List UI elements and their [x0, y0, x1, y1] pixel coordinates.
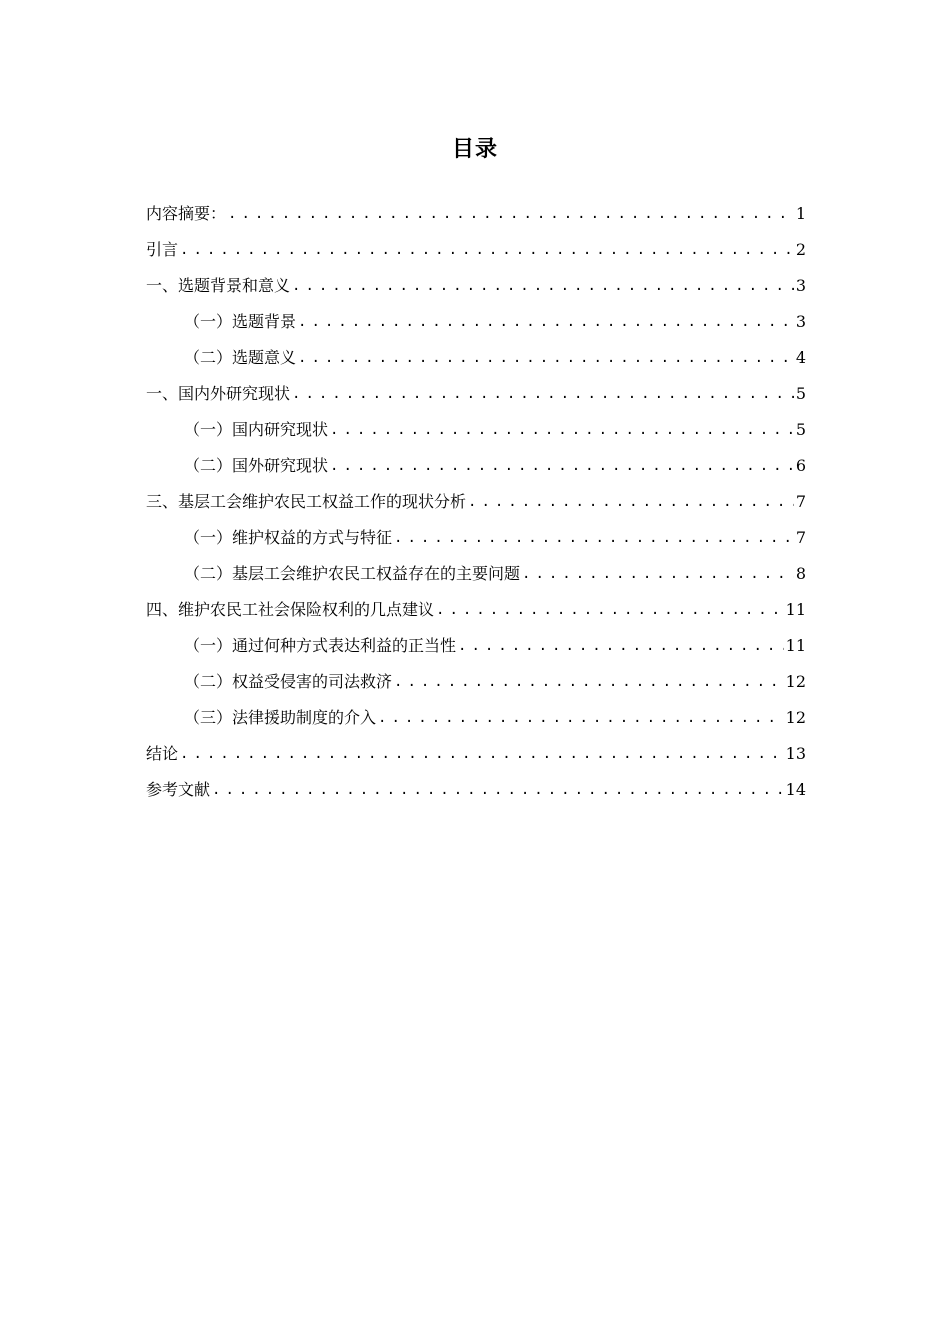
toc-page-number: 5: [795, 420, 806, 439]
dot-leader: [436, 592, 784, 628]
toc-entry-title: （二）国外研究现状: [184, 456, 329, 475]
toc-page-number: 12: [785, 708, 806, 727]
toc-entry[interactable]: [146, 448, 806, 484]
toc-entry[interactable]: [146, 484, 806, 520]
toc-page-number: 6: [795, 456, 806, 475]
toc-entry[interactable]: [146, 340, 806, 376]
dot-leader: [468, 484, 794, 520]
toc-entry-title: （一）选题背景: [184, 312, 297, 331]
toc-page-number: 14: [785, 780, 806, 799]
toc-entry-title: 引言: [146, 240, 179, 259]
table-of-contents: [146, 196, 806, 808]
toc-entry-title: 四、维护农民工社会保险权利的几点建议: [146, 600, 435, 619]
page-title: 目录: [451, 137, 498, 162]
toc-page-number: 12: [785, 672, 806, 691]
toc-entry-title: （二）选题意义: [184, 348, 297, 367]
dot-leader: [212, 772, 784, 808]
toc-page-number: 11: [785, 600, 806, 619]
dot-leader: [394, 664, 784, 700]
toc-page-number: 4: [795, 348, 806, 367]
toc-entry-title: （一）国内研究现状: [184, 420, 329, 439]
toc-entry[interactable]: [146, 304, 806, 340]
toc-entry[interactable]: [146, 628, 806, 664]
toc-entry[interactable]: [146, 196, 806, 232]
toc-entry[interactable]: [146, 556, 806, 592]
toc-entry-title: 结论: [146, 744, 179, 763]
toc-entry-title: 一、国内外研究现状: [146, 384, 291, 403]
toc-page-number: 3: [795, 312, 806, 331]
dot-leader: [228, 196, 794, 232]
dot-leader: [298, 340, 794, 376]
toc-entry-title: （一）维护权益的方式与特征: [184, 528, 393, 547]
toc-page-number: 1: [795, 204, 806, 223]
dot-leader: [330, 412, 794, 448]
dot-leader: [298, 304, 794, 340]
dot-leader: [330, 448, 794, 484]
toc-entry[interactable]: [146, 592, 806, 628]
toc-page-number: 2: [795, 240, 806, 259]
toc-page-number: 5: [795, 384, 806, 403]
toc-entry[interactable]: [146, 736, 806, 772]
toc-entry[interactable]: [146, 412, 806, 448]
toc-entry[interactable]: [146, 268, 806, 304]
dot-leader: [394, 520, 794, 556]
toc-page-number: 7: [795, 528, 806, 547]
dot-leader: [522, 556, 794, 592]
toc-entry[interactable]: [146, 700, 806, 736]
toc-entry[interactable]: [146, 232, 806, 268]
dot-leader: [180, 736, 784, 772]
toc-entry-title: 一、选题背景和意义: [146, 276, 291, 295]
toc-entry-title: （三）法律援助制度的介入: [184, 708, 377, 727]
toc-page-number: 8: [795, 564, 806, 583]
toc-page-number: 13: [785, 744, 806, 763]
dot-leader: [180, 232, 794, 268]
toc-page-number: 7: [795, 492, 806, 511]
toc-entry-title: 内容摘要：: [146, 204, 227, 223]
toc-entry-title: 三、基层工会维护农民工权益工作的现状分析: [146, 492, 467, 511]
toc-entry[interactable]: [146, 376, 806, 412]
dot-leader: [458, 628, 784, 664]
toc-entry[interactable]: [146, 772, 806, 808]
toc-entry-title: 参考文献: [146, 780, 211, 799]
toc-entry[interactable]: [146, 520, 806, 556]
toc-entry-title: （二）权益受侵害的司法救济: [184, 672, 393, 691]
toc-page-number: 11: [785, 636, 806, 655]
dot-leader: [292, 376, 794, 412]
dot-leader: [292, 268, 794, 304]
toc-entry-title: （二）基层工会维护农民工权益存在的主要问题: [184, 564, 521, 583]
dot-leader: [378, 700, 784, 736]
toc-page-number: 3: [795, 276, 806, 295]
toc-entry[interactable]: [146, 664, 806, 700]
toc-entry-title: （一）通过何种方式表达利益的正当性: [184, 636, 457, 655]
